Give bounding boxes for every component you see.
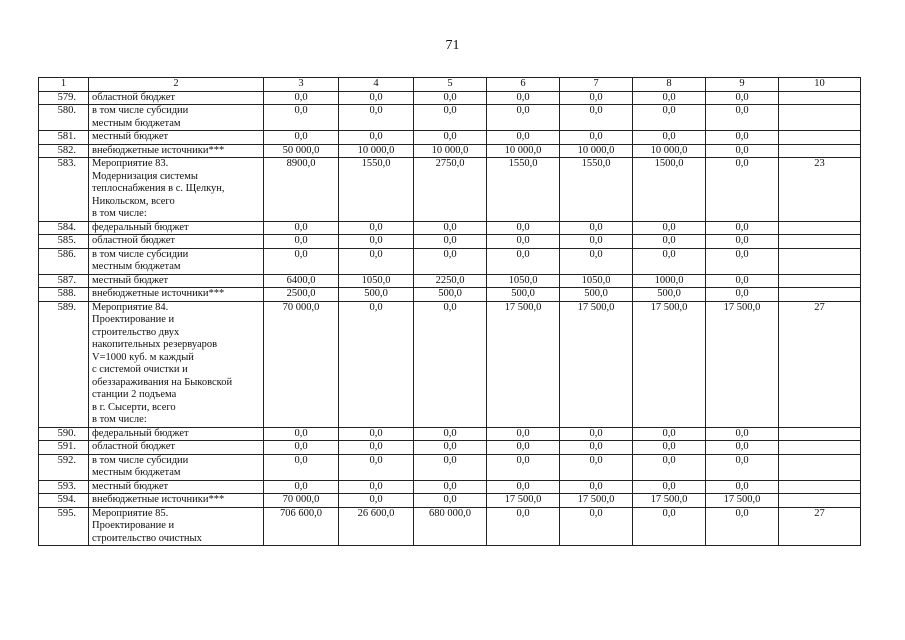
row-value-cell: 0,0 <box>264 91 339 105</box>
row-value-cell: 10 000,0 <box>414 144 487 158</box>
row-value-cell: 0,0 <box>414 301 487 427</box>
row-value-cell: 0,0 <box>633 480 706 494</box>
row-value-cell: 0,0 <box>706 144 779 158</box>
table-row <box>39 248 861 274</box>
row-value-cell: 17 500,0 <box>633 301 706 427</box>
row-value-cell: 0,0 <box>706 221 779 235</box>
row-value-cell: 1050,0 <box>487 274 560 288</box>
row-value-cell: 0,0 <box>633 221 706 235</box>
row-number: 588. <box>39 288 89 302</box>
row-column-10-cell: 23 <box>779 158 861 222</box>
row-value-cell: 0,0 <box>633 91 706 105</box>
row-value-cell: 0,0 <box>414 248 487 274</box>
row-value-cell: 0,0 <box>633 427 706 441</box>
column-header: 10 <box>779 78 861 92</box>
column-header: 8 <box>633 78 706 92</box>
table-row <box>39 441 861 455</box>
row-name: федеральный бюджет <box>89 221 264 235</box>
row-value-cell: 0,0 <box>339 441 414 455</box>
row-column-10-cell <box>779 235 861 249</box>
row-number: 592. <box>39 454 89 480</box>
row-value-cell: 0,0 <box>339 235 414 249</box>
column-header: 7 <box>560 78 633 92</box>
row-value-cell: 0,0 <box>633 131 706 145</box>
row-value-cell: 0,0 <box>560 105 633 131</box>
page-number: 71 <box>445 38 460 53</box>
row-number: 591. <box>39 441 89 455</box>
row-value-cell: 10 000,0 <box>633 144 706 158</box>
table-row <box>39 301 861 427</box>
row-name: областной бюджет <box>89 91 264 105</box>
row-value-cell: 0,0 <box>560 248 633 274</box>
row-name: Мероприятие 84. Проектирование и строительство двух накопительных резервуаров V=1000 куб. м каждый с системой очистки и обеззараживания на Быковской станции 2 подъема в г. Сысерти, всего в том числе: <box>89 301 264 427</box>
table-row <box>39 105 861 131</box>
table-row <box>39 221 861 235</box>
row-name: Мероприятие 83. Модернизация системы теплоснабжения в с. Щелкун, Никольском, всего в том числе: <box>89 158 264 222</box>
row-number: 595. <box>39 507 89 546</box>
row-value-cell: 706 600,0 <box>264 507 339 546</box>
row-value-cell: 0,0 <box>264 454 339 480</box>
column-header: 4 <box>339 78 414 92</box>
row-column-10-cell <box>779 144 861 158</box>
row-value-cell: 0,0 <box>560 235 633 249</box>
row-number: 583. <box>39 158 89 222</box>
table-header-row <box>39 78 861 92</box>
row-value-cell: 0,0 <box>414 494 487 508</box>
row-value-cell: 0,0 <box>264 480 339 494</box>
row-value-cell: 2250,0 <box>414 274 487 288</box>
row-number: 582. <box>39 144 89 158</box>
table-row <box>39 235 861 249</box>
row-value-cell: 0,0 <box>487 235 560 249</box>
row-value-cell: 0,0 <box>339 131 414 145</box>
row-column-10-cell <box>779 274 861 288</box>
table-row <box>39 427 861 441</box>
row-number: 586. <box>39 248 89 274</box>
row-column-10-cell <box>779 480 861 494</box>
column-header: 9 <box>706 78 779 92</box>
row-value-cell: 0,0 <box>487 131 560 145</box>
row-number: 589. <box>39 301 89 427</box>
row-value-cell: 17 500,0 <box>487 494 560 508</box>
row-value-cell: 0,0 <box>633 507 706 546</box>
row-value-cell: 1550,0 <box>339 158 414 222</box>
row-value-cell: 0,0 <box>339 480 414 494</box>
row-value-cell: 0,0 <box>487 480 560 494</box>
row-value-cell: 0,0 <box>414 454 487 480</box>
row-value-cell: 0,0 <box>560 480 633 494</box>
column-header: 3 <box>264 78 339 92</box>
row-value-cell: 1000,0 <box>633 274 706 288</box>
row-value-cell: 8900,0 <box>264 158 339 222</box>
row-value-cell: 0,0 <box>706 288 779 302</box>
row-value-cell: 500,0 <box>339 288 414 302</box>
row-value-cell: 0,0 <box>706 131 779 145</box>
row-name: федеральный бюджет <box>89 427 264 441</box>
table-row <box>39 507 861 546</box>
row-name: областной бюджет <box>89 441 264 455</box>
row-value-cell: 0,0 <box>487 248 560 274</box>
row-value-cell: 0,0 <box>339 454 414 480</box>
row-value-cell: 680 000,0 <box>414 507 487 546</box>
row-value-cell: 0,0 <box>560 507 633 546</box>
row-value-cell: 17 500,0 <box>706 494 779 508</box>
row-value-cell: 0,0 <box>414 480 487 494</box>
row-value-cell: 17 500,0 <box>487 301 560 427</box>
row-value-cell: 10 000,0 <box>560 144 633 158</box>
row-name: внебюджетные источники*** <box>89 288 264 302</box>
row-value-cell: 0,0 <box>264 105 339 131</box>
row-value-cell: 0,0 <box>487 507 560 546</box>
row-column-10-cell <box>779 248 861 274</box>
table-row <box>39 91 861 105</box>
row-value-cell: 0,0 <box>414 131 487 145</box>
row-name: местный бюджет <box>89 131 264 145</box>
row-value-cell: 50 000,0 <box>264 144 339 158</box>
row-column-10-cell <box>779 441 861 455</box>
row-value-cell: 17 500,0 <box>560 301 633 427</box>
row-name: областной бюджет <box>89 235 264 249</box>
table-row <box>39 144 861 158</box>
row-number: 584. <box>39 221 89 235</box>
row-value-cell: 2500,0 <box>264 288 339 302</box>
row-value-cell: 0,0 <box>414 427 487 441</box>
row-value-cell: 0,0 <box>414 441 487 455</box>
row-value-cell: 1550,0 <box>487 158 560 222</box>
row-value-cell: 0,0 <box>264 131 339 145</box>
row-value-cell: 500,0 <box>414 288 487 302</box>
row-value-cell: 0,0 <box>487 454 560 480</box>
row-value-cell: 10 000,0 <box>487 144 560 158</box>
table-row <box>39 158 861 222</box>
row-column-10-cell <box>779 454 861 480</box>
row-value-cell: 500,0 <box>487 288 560 302</box>
row-name: внебюджетные источники*** <box>89 494 264 508</box>
row-value-cell: 1050,0 <box>560 274 633 288</box>
row-value-cell: 17 500,0 <box>706 301 779 427</box>
column-header: 2 <box>89 78 264 92</box>
row-value-cell: 70 000,0 <box>264 494 339 508</box>
row-value-cell: 2750,0 <box>414 158 487 222</box>
row-number: 579. <box>39 91 89 105</box>
row-number: 594. <box>39 494 89 508</box>
table-row <box>39 274 861 288</box>
row-value-cell: 17 500,0 <box>560 494 633 508</box>
row-value-cell: 17 500,0 <box>633 494 706 508</box>
row-value-cell: 0,0 <box>706 480 779 494</box>
row-column-10-cell: 27 <box>779 301 861 427</box>
row-value-cell: 0,0 <box>560 441 633 455</box>
row-column-10-cell <box>779 91 861 105</box>
row-value-cell: 1050,0 <box>339 274 414 288</box>
row-number: 585. <box>39 235 89 249</box>
row-value-cell: 0,0 <box>706 427 779 441</box>
row-value-cell: 0,0 <box>633 105 706 131</box>
row-value-cell: 0,0 <box>414 105 487 131</box>
row-value-cell: 0,0 <box>264 427 339 441</box>
row-name: в том числе субсидии местным бюджетам <box>89 105 264 131</box>
row-number: 590. <box>39 427 89 441</box>
row-value-cell: 0,0 <box>706 441 779 455</box>
row-number: 580. <box>39 105 89 131</box>
table-row <box>39 288 861 302</box>
row-column-10-cell <box>779 288 861 302</box>
row-value-cell: 10 000,0 <box>339 144 414 158</box>
table-row <box>39 480 861 494</box>
table-row <box>39 454 861 480</box>
row-value-cell: 0,0 <box>339 301 414 427</box>
row-value-cell: 1500,0 <box>633 158 706 222</box>
row-value-cell: 0,0 <box>339 91 414 105</box>
row-column-10-cell <box>779 494 861 508</box>
row-number: 587. <box>39 274 89 288</box>
row-number: 593. <box>39 480 89 494</box>
column-header: 5 <box>414 78 487 92</box>
row-value-cell: 500,0 <box>560 288 633 302</box>
row-value-cell: 0,0 <box>487 427 560 441</box>
row-value-cell: 0,0 <box>487 221 560 235</box>
row-value-cell: 0,0 <box>706 274 779 288</box>
table-row <box>39 131 861 145</box>
row-value-cell: 0,0 <box>414 91 487 105</box>
table-row <box>39 494 861 508</box>
row-name: в том числе субсидии местным бюджетам <box>89 248 264 274</box>
row-value-cell: 0,0 <box>264 441 339 455</box>
row-value-cell: 0,0 <box>706 454 779 480</box>
row-value-cell: 1550,0 <box>560 158 633 222</box>
row-name: местный бюджет <box>89 274 264 288</box>
row-column-10-cell <box>779 105 861 131</box>
row-value-cell: 0,0 <box>560 427 633 441</box>
row-value-cell: 0,0 <box>633 454 706 480</box>
row-value-cell: 0,0 <box>414 235 487 249</box>
row-value-cell: 0,0 <box>264 248 339 274</box>
column-header: 6 <box>487 78 560 92</box>
row-value-cell: 0,0 <box>633 441 706 455</box>
row-value-cell: 0,0 <box>560 454 633 480</box>
row-value-cell: 0,0 <box>339 221 414 235</box>
row-value-cell: 0,0 <box>706 91 779 105</box>
row-value-cell: 0,0 <box>339 494 414 508</box>
row-value-cell: 6400,0 <box>264 274 339 288</box>
row-value-cell: 0,0 <box>339 427 414 441</box>
row-value-cell: 0,0 <box>264 221 339 235</box>
row-name: местный бюджет <box>89 480 264 494</box>
row-value-cell: 0,0 <box>706 235 779 249</box>
row-value-cell: 0,0 <box>706 158 779 222</box>
row-value-cell: 26 600,0 <box>339 507 414 546</box>
row-value-cell: 0,0 <box>560 91 633 105</box>
row-name: Мероприятие 85. Проектирование и строительство очистных <box>89 507 264 546</box>
row-value-cell: 0,0 <box>264 235 339 249</box>
row-value-cell: 0,0 <box>706 248 779 274</box>
row-value-cell: 0,0 <box>487 105 560 131</box>
row-value-cell: 0,0 <box>414 221 487 235</box>
row-value-cell: 0,0 <box>487 91 560 105</box>
row-value-cell: 0,0 <box>339 105 414 131</box>
row-column-10-cell: 27 <box>779 507 861 546</box>
row-value-cell: 0,0 <box>633 235 706 249</box>
row-value-cell: 0,0 <box>706 507 779 546</box>
budget-table <box>38 77 861 546</box>
row-name: в том числе субсидии местным бюджетам <box>89 454 264 480</box>
row-value-cell: 0,0 <box>560 131 633 145</box>
row-value-cell: 0,0 <box>706 105 779 131</box>
row-number: 581. <box>39 131 89 145</box>
row-value-cell: 0,0 <box>560 221 633 235</box>
row-value-cell: 500,0 <box>633 288 706 302</box>
row-value-cell: 70 000,0 <box>264 301 339 427</box>
row-column-10-cell <box>779 131 861 145</box>
row-value-cell: 0,0 <box>339 248 414 274</box>
row-column-10-cell <box>779 221 861 235</box>
row-value-cell: 0,0 <box>487 441 560 455</box>
row-value-cell: 0,0 <box>633 248 706 274</box>
row-column-10-cell <box>779 427 861 441</box>
row-name: внебюджетные источники*** <box>89 144 264 158</box>
column-header: 1 <box>39 78 89 92</box>
